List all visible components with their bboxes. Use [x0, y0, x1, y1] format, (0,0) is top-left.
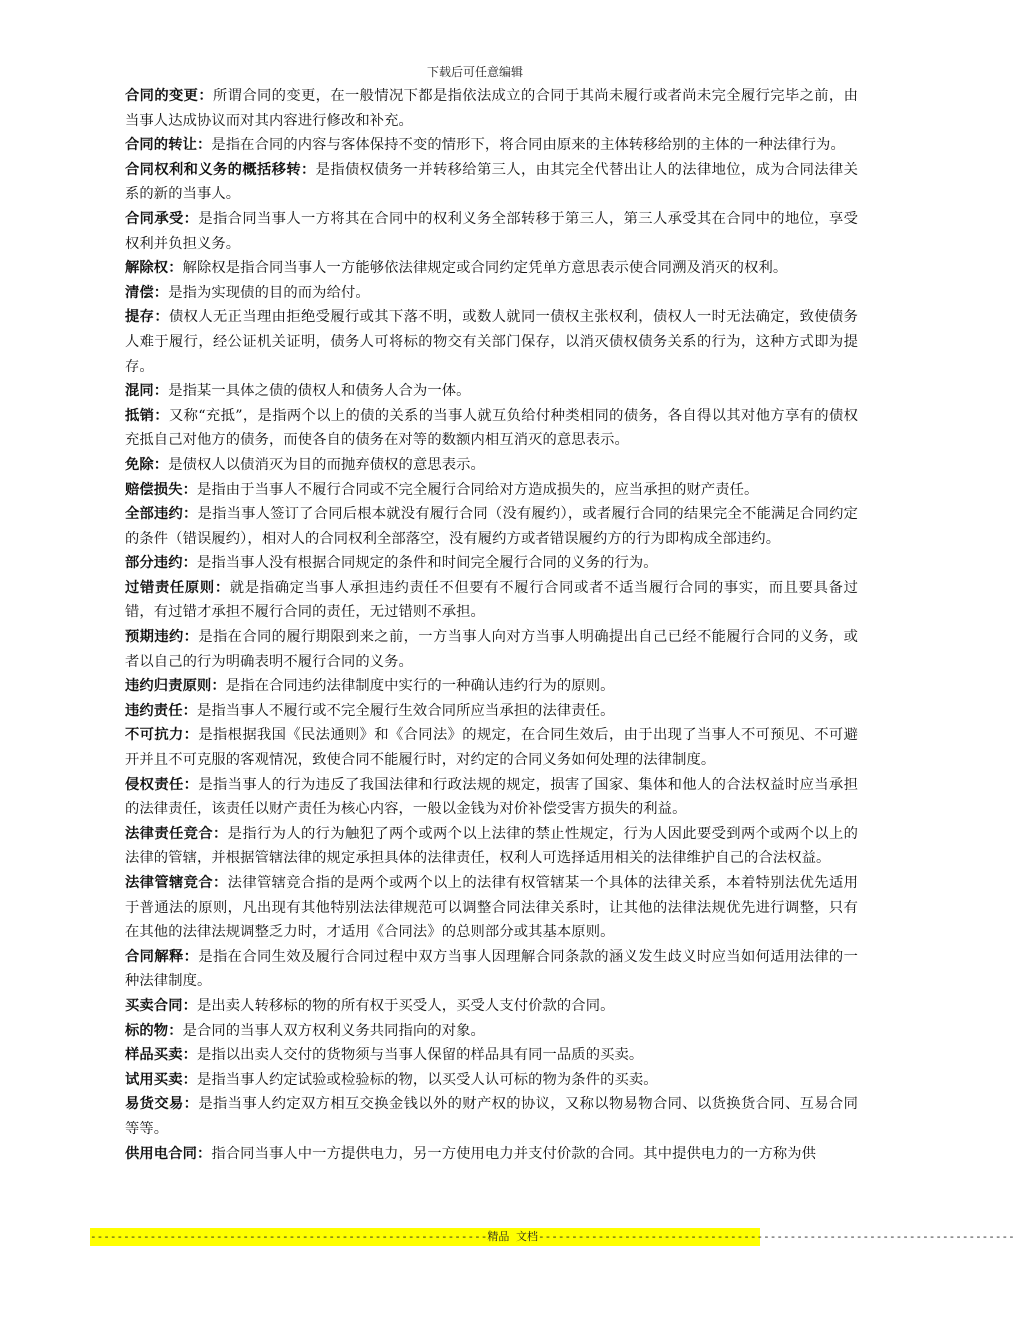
glossary-entry	[125, 1092, 858, 1141]
entry-definition: 是指当事人的行为违反了我国法律和行政法规的规定，损害了国家、集体和他人的合法权益时应当承担的法律责任，该责任以财产责任为核心内容，一般以金钱为对价补偿受害方损失的利益。	[125, 776, 858, 818]
glossary-entry	[125, 133, 858, 158]
glossary-entry	[125, 1043, 858, 1068]
entry-term: 抵销：	[125, 407, 169, 424]
entry-definition: 是债权人以债消灭为目的而抛弃债权的意思表示。	[168, 456, 485, 473]
entry-term: 法律责任竞合：	[125, 825, 228, 842]
entry-term: 违约责任：	[125, 702, 197, 719]
glossary-entry	[125, 207, 858, 256]
glossary-entry	[125, 1142, 858, 1167]
entry-term: 解除权：	[125, 260, 183, 277]
glossary-entry	[125, 576, 858, 625]
entry-term: 侵权责任：	[125, 776, 199, 793]
entry-definition: 又称“充抵”，是指两个以上的债的关系的当事人就互负给付种类相同的债务，各自得以其对他方享有的债权充抵自己对他方的债务，而使各自的债务在对等的数额内相互消灭的意思表示。	[125, 407, 858, 449]
entry-definition: 法律管辖竞合指的是两个或两个以上的法律有权管辖某一个具体的法律关系，本着特别法优先适用于普通法的原则，凡出现有其他特别法法律规范可以调整合同法律关系时，让其他的法律法规优先进行调整，只有在其他的法律法规调整乏力时，才适用《合同法》的总则部分或其基本原则。	[125, 875, 859, 941]
entry-term: 易货交易：	[125, 1096, 199, 1113]
glossary-entry	[125, 551, 858, 576]
entry-definition: 是指当事人约定双方相互交换金钱以外的财产权的协议，又称以物易物合同、以货换货合同、互易合同等等。	[125, 1096, 858, 1137]
entry-term: 买卖合同：	[125, 997, 197, 1014]
entry-definition: 是指根据我国《民法通则》和《合同法》的规定，在合同生效后，由于出现了当事人不可预见、不可避开并且不可克服的客观情况，致使合同不能履行时，对约定的合同义务如何处理的法律制度。	[125, 727, 858, 769]
entry-term: 全部违约：	[125, 506, 198, 523]
entry-term: 试用买卖：	[125, 1071, 197, 1088]
entry-term: 合同的转让：	[125, 137, 212, 154]
glossary-entry	[125, 305, 858, 379]
entry-definition: 是指债权债务一并转移给第三人，由其完全代替出让人的法律地位，成为合同法律关系的新的当事人。	[125, 161, 858, 203]
entry-definition: 是指当事人约定试验或检验标的物，以买受人认可标的物为条件的买卖。	[196, 1071, 658, 1088]
entry-definition: 是指某一具体之债的债权人和债务人合为一体。	[168, 383, 471, 400]
glossary-entry	[125, 625, 858, 674]
glossary-entry	[125, 773, 858, 822]
glossary-entry	[125, 945, 858, 994]
entry-term: 标的物：	[125, 1022, 183, 1039]
entry-term: 供用电合同：	[125, 1145, 212, 1162]
entry-term: 部分违约：	[125, 555, 197, 572]
entry-term: 合同权利和义务的概括移转：	[125, 161, 316, 178]
glossary-entry	[125, 699, 858, 724]
glossary-entry	[125, 871, 858, 945]
glossary-entry	[125, 822, 858, 871]
entry-definition: 指合同当事人中一方提供电力，另一方使用电力并支付价款的合同。其中提供电力的一方称为供	[211, 1145, 817, 1162]
glossary-entry	[125, 723, 858, 772]
glossary-entry	[125, 453, 858, 478]
glossary-entry	[125, 158, 858, 207]
entry-definition: 是合同的当事人双方权利义务共同指向的对象。	[182, 1022, 485, 1039]
glossary-entry	[125, 84, 858, 133]
entry-term: 预期违约：	[125, 629, 199, 646]
entry-definition: 是指在合同的内容与客体保持不变的情形下，将合同由原来的主体转移给别的主体的一种法律行为。	[211, 137, 845, 154]
glossary-entry	[125, 256, 858, 281]
entry-term: 混同：	[125, 383, 169, 400]
glossary-entry	[125, 478, 858, 503]
entry-definition: 是指当事人没有根据合同规定的条件和时间完全履行合同的义务的行为。	[196, 555, 658, 572]
entry-definition: 解除权是指合同当事人一方能够依法律规定或合同约定凭单方意思表示使合同溯及消灭的权利。	[182, 260, 788, 277]
entry-term: 违约归责原则：	[125, 678, 226, 695]
entry-definition: 是指当事人签订了合同后根本就没有履行合同（没有履约），或者履行合同的结果完全不能满足合同约定的条件（错误履约），相对人的合同权利全部落空，没有履约方或者错误履约方的行为即构成全部违约。	[125, 506, 858, 547]
entry-definition: 是指当事人不履行或不完全履行生效合同所应当承担的法律责任。	[196, 702, 615, 719]
entry-definition: 是指在合同的履行期限到来之前，一方当事人向对方当事人明确提出自己已经不能履行合同的义务，或者以自己的行为明确表明不履行合同的义务。	[125, 629, 858, 670]
glossary-entry	[125, 404, 858, 453]
entry-term: 合同解释：	[125, 948, 199, 965]
entry-term: 清偿：	[125, 284, 169, 301]
glossary-entry	[125, 674, 858, 699]
page-header: 下载后可任意编辑	[426, 65, 523, 79]
entry-definition: 就是指确定当事人承担违约责任不但要有不履行合同或者不适当履行合同的事实，而且要具备过错，有过错才承担不履行合同的责任，无过错则不承担。	[125, 579, 858, 621]
glossary-entry	[125, 502, 858, 551]
glossary-content	[125, 84, 858, 1166]
entry-definition: 是指为实现债的目的而为给付。	[168, 284, 370, 301]
glossary-entry	[125, 994, 858, 1019]
glossary-entry	[125, 1019, 858, 1044]
page-footer-banner: ------------------------------------------------------------精品 文档------------------------------------------------------------------------	[90, 1228, 760, 1246]
entry-definition: 是出卖人转移标的物的所有权于买受人，买受人支付价款的合同。	[196, 997, 615, 1014]
entry-definition: 是指在合同生效及履行合同过程中双方当事人因理解合同条款的涵义发生歧义时应当如何适用法律的一种法律制度。	[125, 948, 858, 990]
entry-term: 合同的变更：	[125, 88, 213, 104]
entry-definition: 是指由于当事人不履行合同或不完全履行合同给对方造成损失的，应当承担的财产责任。	[196, 481, 759, 498]
glossary-entry	[125, 1068, 858, 1093]
entry-term: 过错责任原则：	[125, 579, 230, 596]
entry-definition: 是指以出卖人交付的货物须与当事人保留的样品具有同一品质的买卖。	[196, 1047, 644, 1064]
entry-term: 赔偿损失：	[125, 481, 197, 498]
entry-definition: 是指合同当事人一方将其在合同中的权利义务全部转移于第三人，第三人承受其在合同中的地位，享受权利并负担义务。	[125, 210, 858, 252]
entry-definition: 所谓合同的变更，在一般情况下都是指依法成立的合同于其尚未履行或者尚未完全履行完毕之前，由当事人达成协议而对其内容进行修改和补充。	[125, 88, 858, 129]
entry-term: 合同承受：	[125, 210, 199, 227]
entry-term: 法律管辖竞合：	[125, 875, 228, 891]
entry-definition: 是指在合同违约法律制度中实行的一种确认违约行为的原则。	[225, 678, 615, 695]
entry-definition: 债权人无正当理由拒绝受履行或其下落不明，或数人就同一债权主张权利，债权人一时无法确定，致使债务人难于履行，经公证机关证明，债务人可将标的物交有关部门保存，以消灭债权债务关系的行为，这种方式即为提存。	[125, 309, 858, 375]
entry-term: 免除：	[125, 456, 169, 473]
glossary-entry	[125, 281, 858, 306]
entry-term: 样品买卖：	[125, 1047, 197, 1064]
entry-term: 不可抗力：	[125, 727, 199, 744]
glossary-entry	[125, 379, 858, 404]
entry-term: 提存：	[125, 309, 169, 326]
entry-definition: 是指行为人的行为触犯了两个或两个以上法律的禁止性规定，行为人因此要受到两个或两个以上的法律的管辖，并根据管辖法律的规定承担具体的法律责任，权利人可选择适用相关的法律维护自己的合法权益。	[125, 825, 859, 867]
